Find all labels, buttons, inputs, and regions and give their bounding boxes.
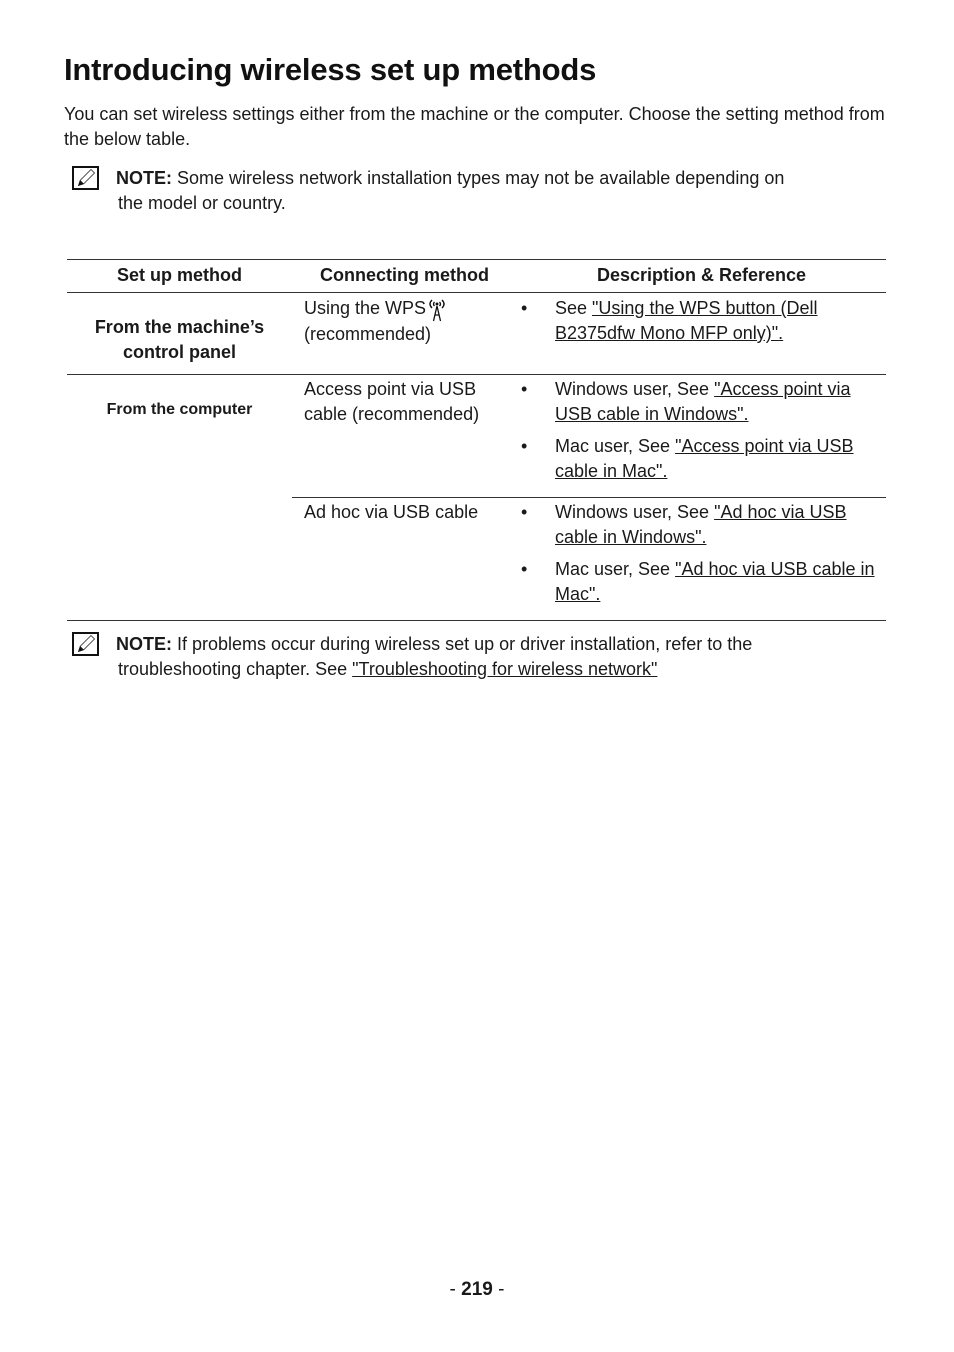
description-item (517, 377, 876, 427)
description-item (517, 500, 876, 550)
reference-link-adhoc-usb-mac[interactable]: "Ad hoc via USB cable in Mac". (555, 559, 875, 604)
table-row (67, 293, 886, 375)
page-number-value: 219 (461, 1279, 493, 1300)
description-prefix: See (555, 298, 593, 318)
connecting-method-cell (292, 293, 517, 375)
description-cell (517, 375, 886, 498)
reference-link-adhoc-usb-windows[interactable]: "Ad hoc via USB cable in Windows". (555, 502, 847, 547)
page-number-dash-right: - (492, 1279, 505, 1300)
bullet: • (521, 559, 528, 579)
reference-link-ap-usb-mac[interactable]: "Access point via USB cable in Mac". (555, 436, 854, 481)
description-item (517, 557, 876, 607)
reference-link-ap-usb-windows[interactable]: "Access point via USB cable in Windows". (555, 379, 851, 424)
description-item (517, 434, 876, 484)
connecting-method-cell (292, 498, 517, 621)
bullet: • (521, 298, 528, 318)
bullet: • (521, 436, 528, 456)
table-row (67, 375, 886, 498)
connecting-method-text: Using the WPS (304, 298, 427, 318)
description-prefix: Mac user, See (555, 559, 676, 579)
page-title: Introducing wireless set up methods (64, 52, 597, 87)
note-label: NOTE: (116, 634, 172, 654)
wps-icon (426, 296, 448, 322)
connecting-method-suffix: (recommended) (304, 324, 432, 344)
page-number (0, 1279, 954, 1301)
bullet: • (521, 379, 528, 399)
connecting-method-text: Access point via USB cable (recommended) (304, 379, 480, 424)
description-item (517, 296, 876, 346)
note-text-line1: Some wireless network installation types may not be available depending on (177, 168, 785, 188)
note-label: NOTE: (116, 168, 172, 188)
header-connecting-method: Connecting method (292, 260, 517, 293)
description-prefix: Windows user, See (555, 379, 715, 399)
reference-link-troubleshooting[interactable]: "Troubleshooting for wireless network" (352, 659, 658, 679)
description-cell (517, 293, 886, 375)
bullet: • (521, 502, 528, 522)
note-text-line2: troubleshooting chapter. See (118, 659, 353, 679)
reference-link-wps-button[interactable]: "Using the WPS button (Dell B2375dfw Mono MFP only)". (555, 298, 818, 343)
description-prefix: Mac user, See (555, 436, 676, 456)
pencil-note-icon (72, 632, 99, 656)
table-header-row (67, 260, 886, 293)
note-text-line1: If problems occur during wireless set up or driver installation, refer to the (177, 634, 753, 654)
setup-methods-table (67, 259, 886, 621)
description-cell (517, 498, 886, 621)
intro-paragraph: You can set wireless settings either from the machine or the computer. Choose the setting method from the below table. (64, 104, 885, 149)
note-text (116, 166, 896, 216)
note-text-line2: the model or country. (118, 193, 286, 213)
page-number-dash-left: - (449, 1279, 462, 1300)
connecting-method-cell (292, 375, 517, 498)
setup-method-cell: From the machine’s control panel (67, 293, 292, 375)
pencil-note-icon (72, 166, 99, 190)
description-prefix: Windows user, See (555, 502, 715, 522)
header-description-reference: Description & Reference (517, 260, 886, 293)
note-text (116, 632, 896, 682)
connecting-method-text: Ad hoc via USB cable (304, 502, 479, 522)
setup-method-cell: From the computer (67, 375, 292, 621)
header-setup-method: Set up method (67, 260, 292, 293)
